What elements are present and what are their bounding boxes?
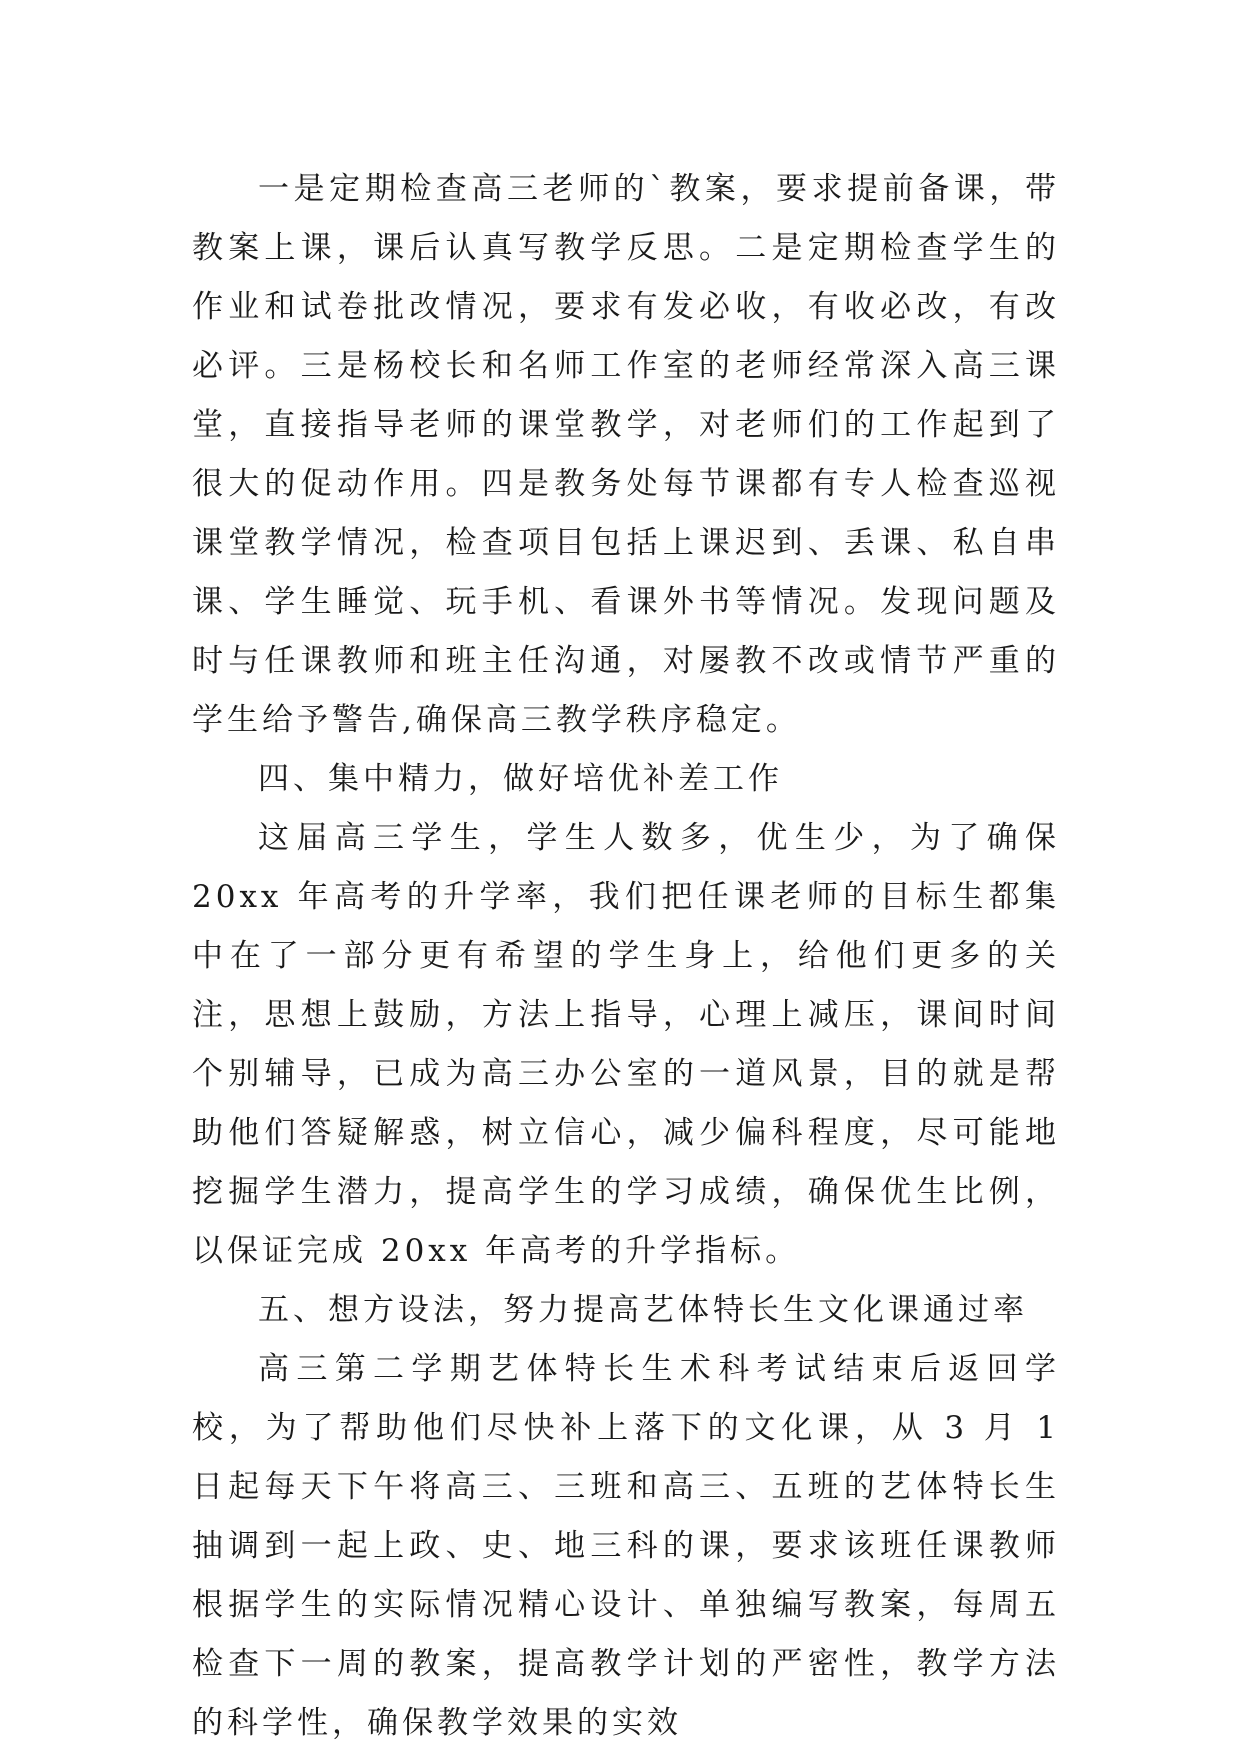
document-body	[192, 160, 1060, 1753]
section-heading-5: 五、想方设法，努力提高艺体特长生文化课通过率	[258, 1292, 1028, 1328]
paragraph-teaching-inspection: 一是定期检查高三老师的`教案，要求提前备课，带教案上课，课后认真写教学反思。二是定期检查学生的作业和试卷批改情况，要求有发必收，有收必改，有改必评。三是杨校长和名师工作室的老师经常深入高三课堂，直接指导老师的课堂教学，对老师们的工作起到了很大的促动作用。四是教务处每节课都有专人检查巡视课堂教学情况，检查项目包括上课迟到、丢课、私自串课、学生睡觉、玩手机、看课外书等情况。发现问题及时与任课教师和班主任沟通，对屡教不改或情节严重的学生给予警告,确保高三教学秩序稳定。	[192, 171, 1060, 738]
section-heading-4: 四、集中精力，做好培优补差工作	[258, 761, 783, 797]
paragraph-top-students: 这届高三学生，学生人数多，优生少，为了确保 20xx 年高考的升学率，我们把任课老师的目标生都集中在了一部分更有希望的学生身上，给他们更多的关注，思想上鼓励，方法上指导，心理上减压，课间时间个别辅导，已成为高三办公室的一道风景，目的就是帮助他们答疑解惑，树立信心，减少偏科程度，尽可能地挖掘学生潜力，提高学生的学习成绩，确保优生比例，以保证完成 20xx 年高考的升学指标。	[192, 820, 1060, 1269]
paragraph-arts-students: 高三第二学期艺体特长生术科考试结束后返回学校，为了帮助他们尽快补上落下的文化课，从 3 月 1 日起每天下午将高三、三班和高三、五班的艺体特长生抽调到一起上政、史、地三科的课，要求该班任课教师根据学生的实际情况精心设计、单独编写教案，每周五检查下一周的教案，提高教学计划的严密性，教学方法的科学性，确保教学效果的实效	[192, 1351, 1060, 1741]
